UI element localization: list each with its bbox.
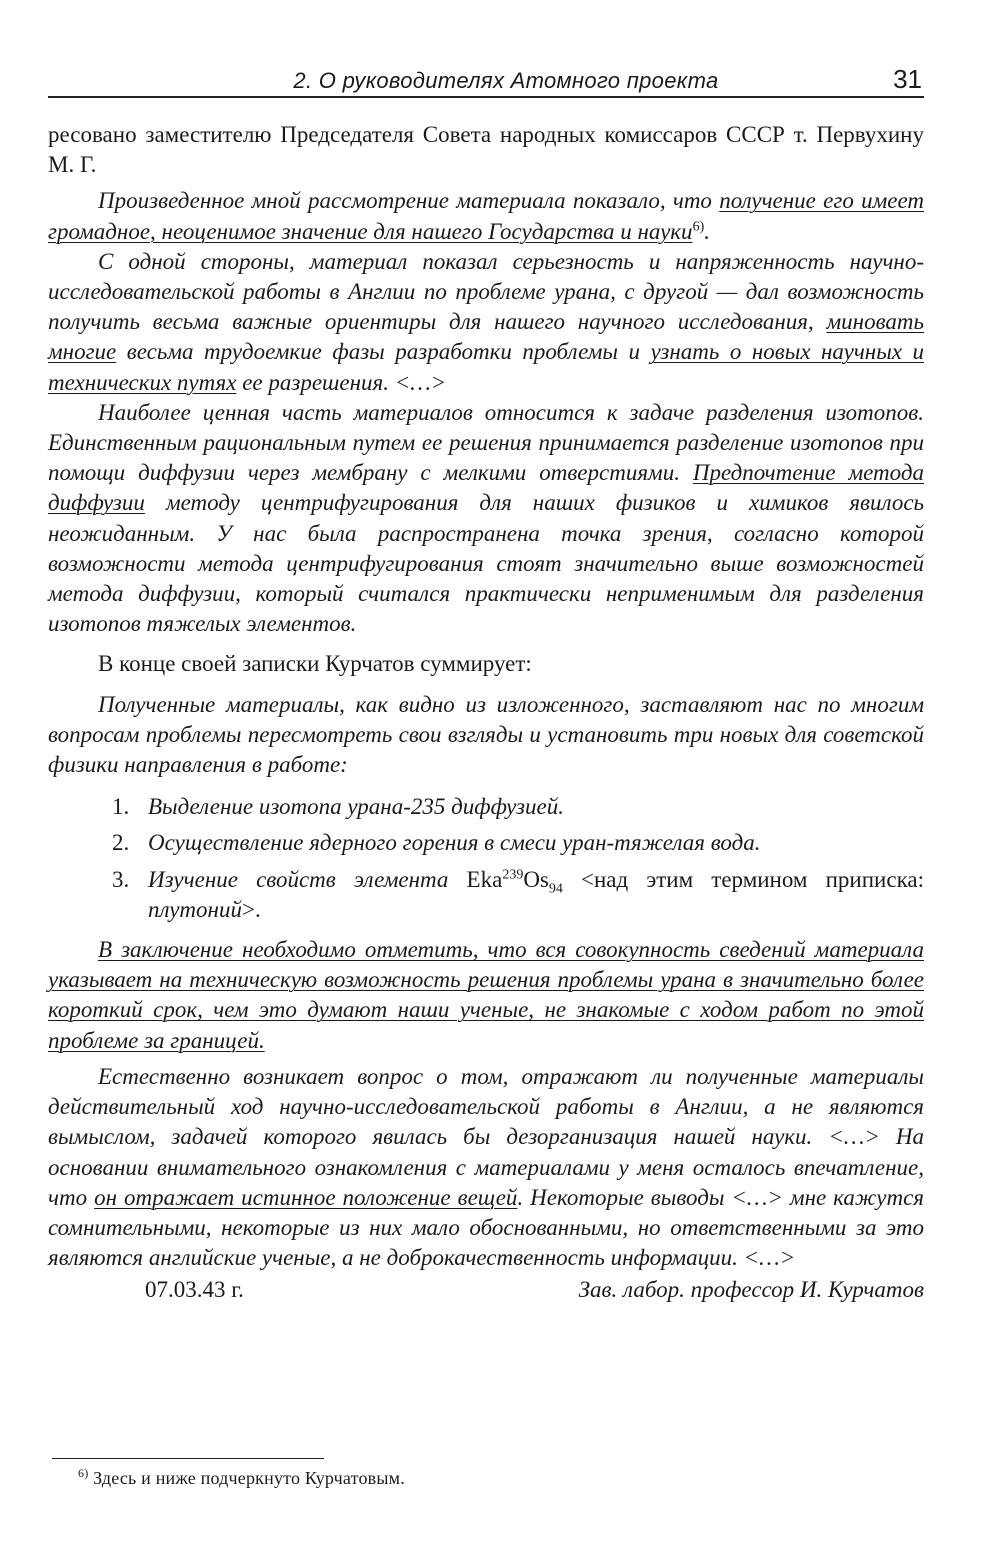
quote-1-underlined: получение его имеет громадное, неоценимое значение для нашего Государства и науки (48, 188, 924, 244)
running-header (48, 56, 924, 98)
formula-element: Eka (466, 866, 503, 892)
page (48, 56, 924, 1305)
list-number: 2. (112, 830, 130, 856)
quote-2-underlined-2: узнать о новых научных и технических путях (48, 339, 924, 395)
signature-line (48, 1275, 924, 1305)
quote-3-underlined: Предпочтение метода диффузии (48, 460, 924, 516)
note-text-b: >. (241, 896, 261, 922)
quote-paragraph-5 (48, 935, 924, 1056)
quote-1-text: Произведенное мной рассмотрение материала показало, что (98, 188, 720, 214)
formula-superscript: 239 (502, 867, 524, 883)
quote-paragraph-2 (48, 247, 924, 398)
quote-5-underlined: В заключение необходимо отметить, что вся совокупность сведений материала указывает на техническую возможность решения проблемы урана в значительно более короткий срок, чем это думают наши ученые, не знакомые с ходом работ по этой проблеме за границей. (48, 937, 924, 1053)
quote-paragraph-3 (48, 398, 924, 640)
list-number: 1. (112, 794, 130, 820)
quote-paragraph-4: Полученные материалы, как видно из изложенного, заставляют нас по многим вопросам проблемы пересмотреть свои взгляды и установить три новых для советской физики направления в работе: (48, 691, 924, 778)
intro-paragraph: ресовано заместителю Председателя Совета народных комиссаров СССР т. Первухину М. Г. (48, 122, 924, 178)
list-item (48, 865, 924, 925)
quote-2-text-c: ее разрешения. <…> (236, 369, 447, 395)
quote-2-text-b: весьма трудоемкие фазы разработки проблемы и (116, 339, 651, 365)
signature-date: 07.03.43 г. (145, 1277, 244, 1303)
quote-paragraph-6 (48, 1062, 924, 1273)
page-number: 31 (893, 64, 922, 94)
quote-3-text-b: методу центрифугирования для наших физиков и химиков явилось неожиданным. У нас была распространена точка зрения, согласно которой возможности метода центрифугирования стоят значительно выше возможностей метода диффузии, который считался практически неприменимым для разделения изотопов тяжелых элементов. (48, 490, 924, 637)
list-item (48, 828, 924, 858)
signature-author: Зав. лабор. профессор И. Курчатов (578, 1277, 924, 1303)
quote-paragraph-1 (48, 186, 924, 246)
footnote-text: Здесь и ниже подчеркнуто Курчатовым. (88, 1468, 405, 1488)
note-text-a: <над этим термином приписка: (562, 866, 924, 892)
quote-2-underlined-1: миновать многие (48, 309, 924, 365)
footnote-ref: 6) (692, 218, 705, 234)
summary-paragraph: В конце своей записки Курчатов суммирует: (98, 651, 532, 677)
directions-list (48, 792, 924, 925)
element-formula (466, 866, 563, 897)
formula-symbol: Os (523, 866, 549, 892)
list-number: 3. (112, 866, 130, 892)
quote-3-text-a: Наиболее ценная часть материалов относится к задаче разделения изотопов. Единственным рациональным путем ее решения принимается разделение изотопов при помощи диффузии через мембрану с мелкими отверстиями. (48, 399, 924, 486)
footnote-mark: 6) (78, 1466, 89, 1480)
list-text: Выделение изотопа урана-235 диффузией. (148, 794, 564, 820)
quote-6-text-b: . Некоторые выводы <…> мне кажутся сомнительными, некоторые из них мало обоснованными, но ответственными за это являются английские ученые, а не доброкачественность информации. <…> (48, 1184, 924, 1271)
quote-6-underlined: он отражает истинное положение вещей (94, 1184, 518, 1210)
formula-subscript: 94 (548, 881, 563, 897)
list-text: Изучение свойств элемента (148, 866, 467, 892)
quote-2-text-a: С одной стороны, материал показал серьезность и напряженность научно-исследовательской работы в Англии по проблеме урана, с другой — дал возможность получить весьма важные ориентиры для нашего научного исследования, (48, 248, 924, 335)
note-italic: плутоний (148, 896, 242, 922)
quote-1-end: . (704, 218, 710, 244)
page-body (48, 120, 924, 1305)
quote-6-text-a: Естественно возникает вопрос о том, отражают ли полученные материалы действительный ход научно-исследовательской работы в Англии, а не являются вымыслом, задачей которого явилась бы дезорганизация нашей науки. <…> На основании внимательного ознакомления с материалами у меня осталось впечатление, что (48, 1063, 924, 1210)
list-item (48, 792, 924, 822)
footnote-divider (52, 1458, 324, 1459)
chapter-title: 2. О руководителях Атомного проекта (293, 68, 719, 93)
footnote (78, 1468, 405, 1489)
list-text: Осуществление ядерного горения в смеси уран-тяжелая вода. (148, 830, 761, 856)
